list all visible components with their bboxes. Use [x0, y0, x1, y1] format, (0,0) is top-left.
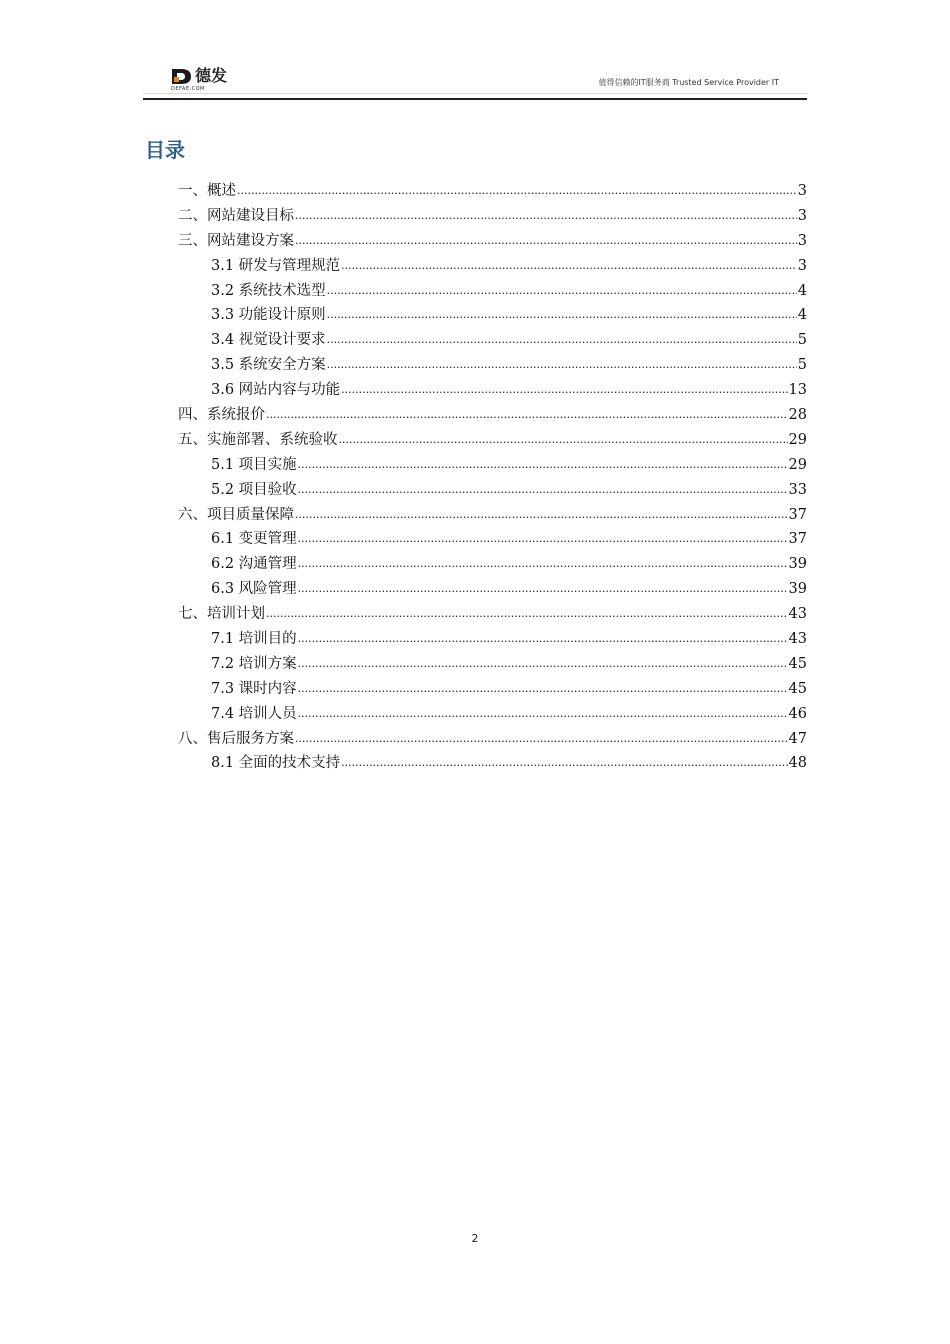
toc-entry[interactable]	[178, 527, 807, 552]
toc-leader-dots	[327, 327, 797, 353]
toc-entry-page: 43	[788, 606, 807, 623]
toc-leader-dots	[295, 726, 788, 752]
company-logo	[171, 68, 227, 94]
toc-leader-dots	[295, 203, 797, 229]
toc-leader-dots	[298, 452, 788, 478]
toc-entry[interactable]	[178, 702, 807, 727]
toc-entry-label: 5.2 项目验收	[211, 481, 297, 498]
toc-entry-page: 29	[788, 456, 807, 473]
toc-entry-page: 37	[788, 531, 807, 548]
toc-entry[interactable]	[178, 627, 807, 652]
toc-entry[interactable]	[178, 727, 807, 752]
toc-leader-dots	[237, 178, 797, 204]
toc-entry-label: 七、培训计划	[178, 606, 265, 623]
header-divider-thick	[143, 98, 807, 100]
toc-entry-label: 7.1 培训目的	[211, 631, 297, 648]
logo-text: 德发	[195, 66, 228, 85]
toc-entry-label: 四、系统报价	[178, 407, 265, 424]
toc-entry[interactable]	[178, 503, 807, 528]
toc-leader-dots	[298, 477, 788, 503]
toc-entry[interactable]	[178, 652, 807, 677]
toc-entry-page: 45	[788, 680, 807, 697]
toc-entry[interactable]	[178, 453, 807, 478]
toc-leader-dots	[339, 427, 788, 453]
toc-leader-dots	[341, 377, 787, 403]
toc-entry-label: 五、实施部署、系统验收	[178, 431, 338, 448]
toc-entry-label: 6.2 沟通管理	[211, 556, 297, 573]
toc-entry-label: 一、概述	[178, 183, 236, 199]
toc-entry[interactable]	[178, 279, 807, 304]
toc-entry[interactable]	[178, 328, 807, 353]
toc-entry-page: 3	[797, 183, 807, 199]
toc-entry[interactable]	[178, 428, 807, 453]
toc-entry[interactable]	[178, 602, 807, 627]
toc-entry-label: 5.1 项目实施	[211, 456, 297, 473]
toc-entry-label: 3.3 功能设计原则	[211, 307, 326, 324]
toc-leader-dots	[341, 253, 797, 279]
depae-logo-icon	[171, 68, 193, 85]
toc-entry-label: 6.1 变更管理	[211, 531, 297, 548]
toc-leader-dots	[295, 228, 797, 254]
toc-entry-page: 43	[788, 631, 807, 648]
toc-entry-page: 39	[788, 556, 807, 573]
toc-entry[interactable]	[178, 229, 807, 254]
toc-leader-dots	[327, 352, 797, 378]
toc-entry-label: 六、项目质量保障	[178, 506, 294, 523]
toc-entry-page: 5	[797, 332, 807, 349]
toc-entry-label: 7.4 培训人员	[211, 705, 297, 722]
logo-domain: DEFAE.COM	[171, 86, 205, 92]
toc-leader-dots	[266, 402, 788, 428]
toc-leader-dots	[341, 750, 787, 776]
page-number: 2	[471, 1232, 479, 1245]
toc-entry-page: 33	[788, 481, 807, 498]
toc-entry-page: 28	[788, 407, 807, 424]
toc-entry-label: 三、网站建设方案	[178, 232, 294, 249]
toc-entry[interactable]	[178, 303, 807, 328]
toc-entry[interactable]	[178, 353, 807, 378]
toc-leader-dots	[298, 651, 788, 677]
toc-entry[interactable]	[178, 378, 807, 403]
toc-entry-page: 48	[788, 755, 807, 772]
toc-entry-label: 八、售后服务方案	[178, 730, 294, 747]
toc-entry[interactable]	[178, 478, 807, 503]
toc-leader-dots	[298, 701, 788, 727]
toc-entry-label: 二、网站建设目标	[178, 207, 294, 224]
toc-entry[interactable]	[178, 179, 807, 204]
toc-leader-dots	[298, 551, 788, 577]
page-header	[143, 62, 807, 100]
toc-entry-page: 3	[797, 232, 807, 249]
toc-leader-dots	[327, 302, 797, 328]
toc-leader-dots	[298, 626, 788, 652]
toc-entry-label: 3.5 系统安全方案	[211, 357, 326, 374]
toc-entry-page: 39	[788, 581, 807, 598]
toc-leader-dots	[298, 676, 788, 702]
toc-entry-label: 6.3 风险管理	[211, 581, 297, 598]
toc-entry-label: 7.2 培训方案	[211, 655, 297, 672]
toc-entry-label: 3.4 视觉设计要求	[211, 332, 326, 349]
toc-entry-page: 37	[788, 506, 807, 523]
toc-entry-page: 5	[797, 357, 807, 374]
toc-leader-dots	[327, 278, 797, 304]
toc-entry-page: 46	[788, 705, 807, 722]
toc-entry[interactable]	[178, 677, 807, 702]
toc-entry-page: 3	[797, 207, 807, 224]
toc-entry[interactable]	[178, 751, 807, 776]
toc-entry-page: 47	[788, 730, 807, 747]
toc-entry[interactable]	[178, 254, 807, 279]
toc-leader-dots	[298, 576, 788, 602]
toc-leader-dots	[266, 601, 788, 627]
toc-entry-page: 4	[797, 282, 807, 299]
header-divider-thin	[143, 93, 807, 94]
table-of-contents	[178, 179, 807, 776]
toc-title: 目录	[145, 138, 185, 162]
toc-entry-page: 13	[788, 382, 807, 399]
toc-entry[interactable]	[178, 577, 807, 602]
header-slogan: 值得信赖的IT服务商 Trusted Service Provider IT	[598, 78, 779, 87]
toc-entry-page: 45	[788, 655, 807, 672]
toc-entry-page: 29	[788, 431, 807, 448]
toc-entry-page: 4	[797, 307, 807, 324]
toc-entry[interactable]	[178, 552, 807, 577]
toc-entry-page: 3	[797, 257, 807, 274]
toc-entry[interactable]	[178, 204, 807, 229]
toc-entry-label: 3.2 系统技术选型	[211, 282, 326, 299]
toc-entry-label: 7.3 课时内容	[211, 680, 297, 697]
toc-entry[interactable]	[178, 403, 807, 428]
toc-entry-label: 3.6 网站内容与功能	[211, 382, 341, 399]
toc-entry-label: 8.1 全面的技术支持	[211, 755, 341, 772]
toc-entry-label: 3.1 研发与管理规范	[211, 257, 341, 274]
toc-leader-dots	[295, 502, 788, 528]
toc-leader-dots	[298, 526, 788, 552]
